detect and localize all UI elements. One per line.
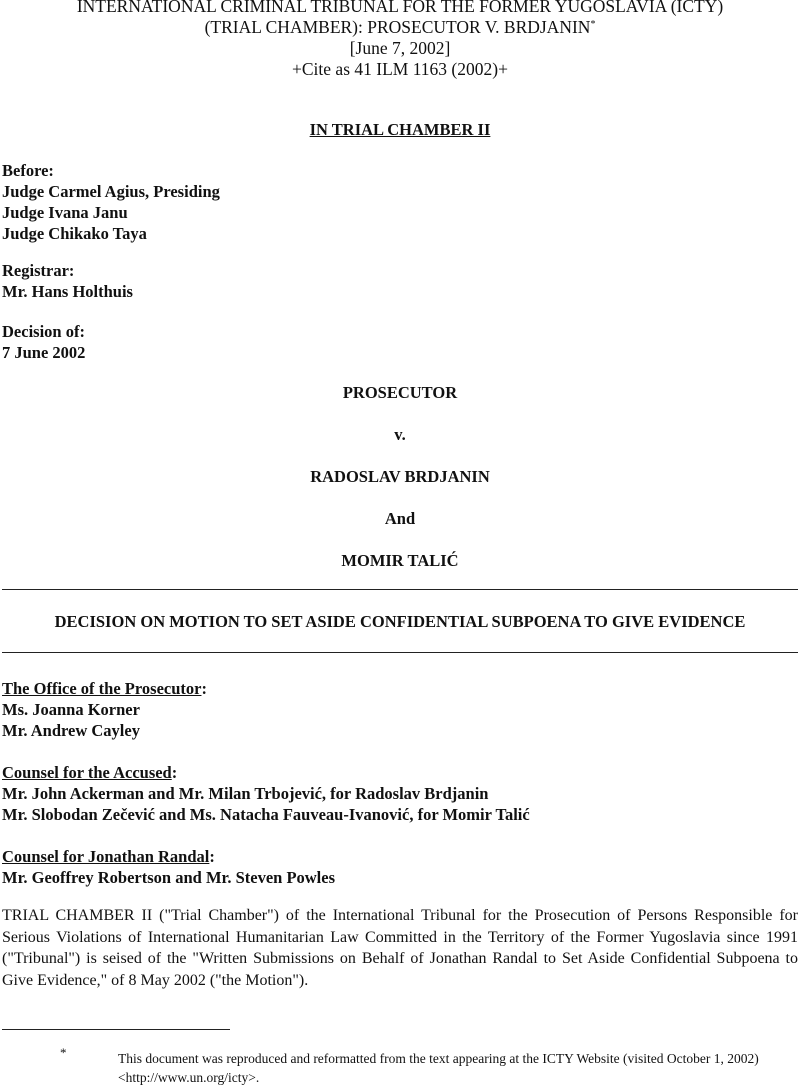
party-versus: v. bbox=[394, 425, 406, 444]
prosecutor-counsel-block bbox=[2, 678, 207, 741]
randal-counsel-label: Counsel for Jonathan Randal bbox=[2, 847, 210, 866]
judge-2: Judge Ivana Janu bbox=[2, 203, 128, 222]
accused-counsel-heading bbox=[2, 762, 530, 783]
accused-counsel-block bbox=[2, 762, 530, 825]
randal-counsel-name-1: Mr. Geoffrey Robertson and Mr. Steven Powles bbox=[2, 868, 336, 887]
randal-counsel-colon: : bbox=[209, 847, 215, 866]
prosecutor-counsel-name-1: Ms. Joanna Korner bbox=[2, 700, 140, 719]
party-and: And bbox=[384, 509, 416, 528]
header-footnote-mark: * bbox=[590, 19, 596, 30]
prosecutor-counsel-heading bbox=[2, 678, 207, 699]
chamber-title: IN TRIAL CHAMBER II bbox=[309, 120, 491, 139]
accused-counsel-colon: : bbox=[171, 763, 178, 782]
divider-top bbox=[2, 589, 798, 590]
judge-3: Judge Chikako Taya bbox=[2, 224, 147, 243]
decision-date-block bbox=[2, 321, 85, 363]
accused-counsel-label: Counsel for the Accused bbox=[2, 763, 172, 782]
accused-counsel-name-1: Mr. John Ackerman and Mr. Milan Trbojević, for Radoslav Brdjanin bbox=[2, 784, 489, 803]
prosecutor-counsel-colon: : bbox=[201, 679, 207, 698]
footnote-mark: * bbox=[60, 1045, 67, 1060]
party-accused-1: RADOSLAV BRDJANIN bbox=[310, 467, 490, 486]
prosecutor-counsel-label: The Office of the Prosecutor bbox=[2, 679, 202, 698]
party-prosecutor: PROSECUTOR bbox=[342, 383, 458, 402]
header-cite: +Cite as 41 ILM 1163 (2002)+ bbox=[292, 59, 508, 79]
header-line-1: INTERNATIONAL CRIMINAL TRIBUNAL FOR THE FORMER YUGOSLAVIA (ICTY) bbox=[76, 0, 724, 16]
registrar-block bbox=[2, 260, 133, 302]
header-date: [June 7, 2002] bbox=[349, 38, 451, 58]
before-block bbox=[2, 160, 220, 244]
decision-label: Decision of: bbox=[2, 322, 85, 341]
accused-counsel-name-2: Mr. Slobodan Zečević and Ms. Natacha Fauveau-Ivanović, for Momir Talić bbox=[2, 805, 530, 824]
randal-counsel-block bbox=[2, 846, 335, 888]
registrar-label: Registrar: bbox=[2, 261, 75, 280]
footnote-rule bbox=[2, 1029, 230, 1030]
prosecutor-counsel-name-2: Mr. Andrew Cayley bbox=[2, 721, 140, 740]
footnote-text bbox=[118, 1049, 759, 1087]
header-line-2 bbox=[0, 17, 800, 37]
footnote-line-2: <http://www.un.org/icty>. bbox=[118, 1070, 260, 1085]
decision-title: DECISION ON MOTION TO SET ASIDE CONFIDENTIAL SUBPOENA TO GIVE EVIDENCE bbox=[54, 612, 746, 631]
judge-1: Judge Carmel Agius, Presiding bbox=[2, 182, 220, 201]
registrar-name: Mr. Hans Holthuis bbox=[2, 282, 133, 301]
footnote-line-1: This document was reproduced and reformatted from the text appearing at the ICTY Website (visited October 1, 2002) bbox=[118, 1051, 759, 1066]
decision-date: 7 June 2002 bbox=[2, 343, 86, 362]
randal-counsel-heading bbox=[2, 846, 335, 867]
divider-bottom bbox=[2, 652, 798, 653]
before-label: Before: bbox=[2, 161, 54, 180]
body-paragraph: TRIAL CHAMBER II ("Trial Chamber") of the International Tribunal for the Prosecution of Persons Responsible for Serious Violations of International Humanitarian Law Committed in the Territory of the Former Yugoslavia since 1991 ("Tribunal") is seised of the "Written Submissions on Behalf of Jonathan Randal to Set Aside Confidential Subpoena to Give Evidence," of 8 May 2002 ("the Motion"). bbox=[2, 907, 798, 989]
header-case-title: (TRIAL CHAMBER): PROSECUTOR V. BRDJANIN bbox=[204, 17, 591, 37]
party-accused-2: MOMIR TALIĆ bbox=[341, 551, 459, 570]
